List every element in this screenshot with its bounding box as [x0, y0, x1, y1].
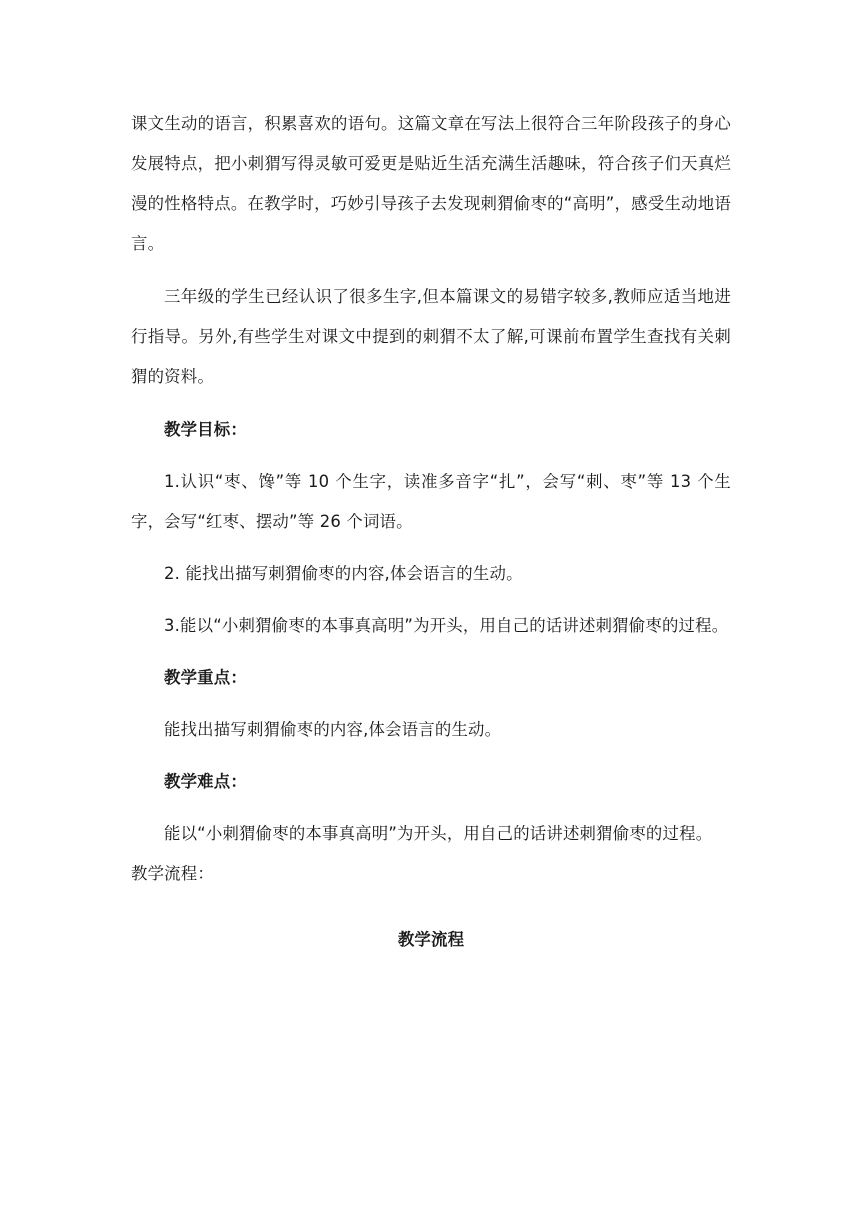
objective-item-3: 3.能以“小刺猬偷枣的本事真高明”为开头，用自己的话讲述刺猬偷枣的过程。: [164, 616, 729, 635]
paragraph-intro: 课文生动的语言，积累喜欢的语句。这篇文章在写法上很符合三年阶段孩子的身心发展特点，把小刺猬写得灵敏可爱更是贴近生活充满生活趣味，符合孩子们天真烂漫的性格特点。在教学时，巧妙引导孩子去发现刺猬偷枣的“高明”，感受生动地语言。: [131, 114, 731, 253]
objective-item-2: 2. 能找出描写刺猬偷枣的内容,体会语言的生动。: [164, 564, 523, 583]
section-title: 教学流程: [397, 930, 465, 949]
document-body: [131, 104, 731, 960]
key-point-text: 能找出描写刺猬偷枣的内容,体会语言的生动。: [164, 720, 502, 739]
heading-difficulty: 教学难点：: [164, 772, 247, 791]
teaching-process-label: 教学流程：: [131, 864, 214, 883]
objective-item-1: 1.认识“枣、馋”等 10 个生字，读准多音字“扎”，会写“刺、枣”等 13 个生字，会写“红枣、摆动”等 26 个词语。: [131, 472, 731, 531]
heading-key-point: 教学重点：: [164, 668, 247, 687]
difficulty-text: 能以“小刺猬偷枣的本事真高明”为开头，用自己的话讲述刺猬偷枣的过程。: [164, 824, 713, 843]
paragraph-student-analysis: 三年级的学生已经认识了很多生字,但本篇课文的易错字较多,教师应适当地进行指导。另外,有些学生对课文中提到的刺猬不太了解,可课前布置学生查找有关刺猬的资料。: [131, 287, 731, 386]
heading-objectives: 教学目标：: [164, 420, 247, 439]
